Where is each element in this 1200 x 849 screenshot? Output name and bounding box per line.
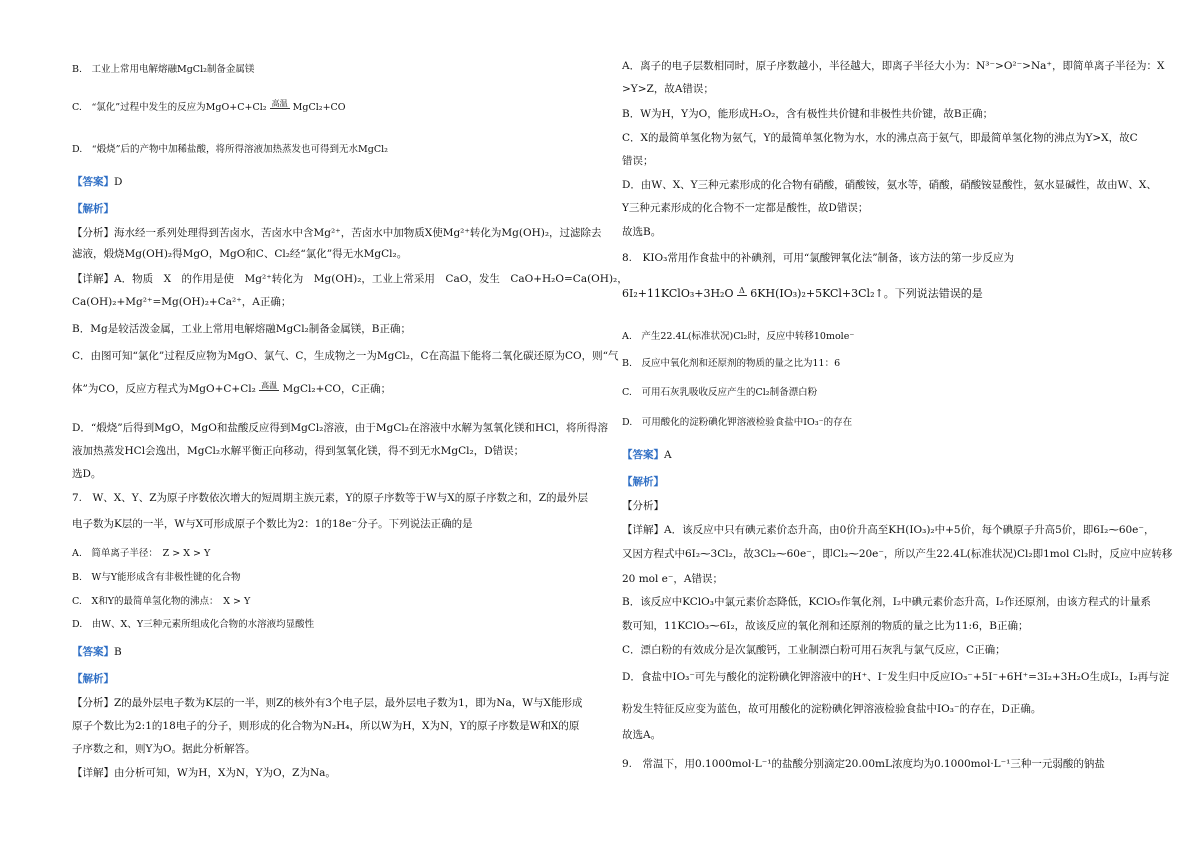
answer-tag: 【答案】 xyxy=(72,176,114,188)
q8-analysis-tag: 【解析】 xyxy=(622,476,664,488)
answer-value: A xyxy=(664,449,672,461)
q8-analysis-line-4: B．该反应中KClO₃中氯元素价态降低，KClO₃作氧化剂，I₂中碘元素价态升高，I₂作还原剂，由该方程式的计量系 xyxy=(622,596,1151,608)
equation-lhs: 体”为CO，反应方程式为MgO+C+Cl₂ xyxy=(72,383,256,395)
q6-analysis-line-7 xyxy=(72,382,612,396)
equation-rhs: MgCl₂+CO，C正确； xyxy=(282,383,392,395)
q6-option-c xyxy=(72,100,612,115)
condition-mark: 高温 xyxy=(261,381,278,390)
q8-analysis-line-8: 粉发生特征反应变为蓝色，故可用酸化的淀粉碘化钾溶液检验食盐中IO₃⁻的存在，D正确。 xyxy=(622,703,1042,715)
q8-analysis-line-5: 数可知，11KClO₃⁓6I₂，故该反应的氧化剂和还原剂的物质的量之比为11:6，B正确； xyxy=(622,620,1029,632)
q7-detail-line-3: B．W为H，Y为O，能形成H₂O₂，含有极性共价键和非极性共价键，故B正确； xyxy=(622,108,994,120)
q7-option-c: C. X和Y的最简单氢化物的沸点： X > Y xyxy=(72,596,251,607)
q7-option-a: A. 简单离子半径： Z > X > Y xyxy=(72,548,211,559)
q7-detail-line-6: D．由W、X、Y三种元素形成的化合物有硝酸，硝酸铵，氨水等，硝酸，硝酸铵显酸性，氨水显碱性，故由W、X、 xyxy=(622,179,1157,191)
answer-value: D xyxy=(114,176,123,188)
equation-lhs: 6I₂+11KClO₃+3H₂O xyxy=(622,287,734,300)
q6-analysis-line-2: 滤液，煅烧Mg(OH)₂得MgO，MgO和C、Cl₂经“氯化”得无水MgCl₂。 xyxy=(72,248,408,260)
q8-analysis-line-7: D．食盐中IO₃⁻可先与酸化的淀粉碘化钾溶液中的H⁺、I⁻发生归中反应IO₃⁻+5I⁻+6H⁺=3I₂+3H₂O生成I₂，I₂再与淀 xyxy=(622,671,1170,683)
answer-value: B xyxy=(114,646,122,658)
q6-analysis-line-5: B．Mg是较活泼金属，工业上常用电解熔融MgCl₂制备金属镁，B正确； xyxy=(72,323,411,335)
q6-answer xyxy=(72,175,612,189)
q8-analysis-line-6: C．漂白粉的有效成分是次氯酸钙，工业制漂白粉可用石灰乳与氯气反应，C正确； xyxy=(622,644,1006,656)
q8-fenxi: 【分析】 xyxy=(622,500,664,512)
condition-mark: 高温 xyxy=(271,99,288,108)
q7-detail-line-4: C．X的最简单氢化物为氨气，Y的最简单氢化物为水，水的沸点高于氨气，即最简单氢化物的沸点为Y>X，故C xyxy=(622,132,1138,144)
q8-option-c: C. 可用石灰乳吸收反应产生的Cl₂制备漂白粉 xyxy=(622,387,818,398)
q6-analysis-line-8: D．“煅烧”后得到MgO，MgO和盐酸反应得到MgCl₂溶液，由于MgCl₂在溶液中水解为氢氧化镁和HCl，将所得溶 xyxy=(72,422,609,434)
q7-analysis-line-1: 【分析】Z的最外层电子数为K层的一半，则Z的核外有3个电子层，最外层电子数为1，即为Na，W与X能形成 xyxy=(72,697,583,709)
q8-option-b: B. 反应中氧化剂和还原剂的物质的量之比为11：6 xyxy=(622,358,841,369)
q6-option-d: D. “煅烧”后的产物中加稀盐酸，将所得溶液加热蒸发也可得到无水MgCl₂ xyxy=(72,144,388,155)
answer-tag: 【答案】 xyxy=(622,449,664,461)
q7-answer xyxy=(72,645,612,659)
q8-analysis-line-1: 【详解】A．该反应中只有碘元素价态升高，由0价升高至KH(IO₃)₂中+5价，每个碘原子升高5价，即6I₂⁓60e⁻， xyxy=(622,524,1155,536)
q8-analysis-line-9: 故选A。 xyxy=(622,729,662,741)
q7-detail-line-5: 错误； xyxy=(622,155,654,167)
q8-answer xyxy=(622,448,1162,462)
q6-analysis-line-1: 【分析】海水经一系列处理得到苦卤水，苦卤水中含Mg²⁺，苦卤水中加物质X使Mg²⁺转化为Mg(OH)₂，过滤除去 xyxy=(72,227,602,239)
q6-option-b: B. 工业上常用电解熔融MgCl₂制备金属镁 xyxy=(72,64,255,75)
q8-analysis-line-3: 20 mol e⁻，A错误； xyxy=(622,573,724,585)
q7-analysis-line-3: 子序数之和，则Y为O。据此分析解答。 xyxy=(72,743,256,755)
q7-detail-line-7: Y三种元素形成的化合物不一定都是酸性，故D错误； xyxy=(622,202,869,214)
q6-analysis-line-3: 【详解】A．物质 X 的作用是使 Mg²⁺转化为 Mg(OH)₂，工业上常采用 CaO，发生 CaO+H₂O=Ca(OH)₂， xyxy=(72,273,628,285)
q6-analysis-tag: 【解析】 xyxy=(72,203,114,215)
q7-detail-line-8: 故选B。 xyxy=(622,226,662,238)
q7-analysis-line-2: 原子个数比为2:1的18电子的分子，则形成的化合物为N₂H₄，所以W为H，X为N，Y的原子序数是W和X的原 xyxy=(72,720,580,732)
answer-tag: 【答案】 xyxy=(72,646,114,658)
q7-analysis-tag: 【解析】 xyxy=(72,673,114,685)
q7-option-d: D. 由W、X、Y三种元素所组成化合物的水溶液均显酸性 xyxy=(72,619,315,630)
q6-analysis-line-4: Ca(OH)₂+Mg²⁺=Mg(OH)₂+Ca²⁺，A正确； xyxy=(72,296,292,308)
equation-rhs: 6KH(IO₃)₂+5KCl+3Cl₂↑。下列说法错误的是 xyxy=(750,287,983,300)
q8-option-a: A. 产生22.4L(标准状况)Cl₂时，反应中转移10mole⁻ xyxy=(622,331,855,342)
q8-option-d: D. 可用酸化的淀粉碘化钾溶液检验食盐中IO₃⁻的存在 xyxy=(622,417,853,428)
q7-detail-line-2: >Y>Z，故A错误； xyxy=(622,83,714,95)
q6-analysis-line-9: 液加热蒸发HCl会逸出，MgCl₂水解平衡正向移动，得到氢氧化镁，得不到无水MgCl₂，D错误； xyxy=(72,445,525,457)
q7-stem-line-2: 电子数为K层的一半，W与X可形成原子个数比为2：1的18e⁻分子。下列说法正确的是 xyxy=(72,518,473,530)
q6-option-c-rhs: MgCl₂+CO xyxy=(292,102,346,113)
q8-analysis-line-2: 又因方程式中6I₂⁓3Cl₂，故3Cl₂⁓60e⁻，即Cl₂⁓20e⁻，所以产生22.4L(标准状况)Cl₂即1mol Cl₂时，反应中应转移 xyxy=(622,548,1173,560)
q6-option-c-lhs: C. “氯化”过程中发生的反应为MgO+C+Cl₂ xyxy=(72,102,267,113)
q8-equation xyxy=(622,287,1162,301)
q9-stem-line-1: 9. 常温下，用0.1000mol·L⁻¹的盐酸分别滴定20.00mL浓度均为0.1000mol·L⁻¹三种一元弱酸的钠盐 xyxy=(622,758,1105,770)
q7-detail-line-1: A．离子的电子层数相同时，原子序数越小，半径越大，即离子半径大小为：N³⁻>O²⁻>Na⁺，即简单离子半径为：X xyxy=(622,60,1165,72)
q8-stem-line-1: 8. KIO₃常用作食盐中的补碘剂，可用“氯酸钾氧化法”制备，该方法的第一步反应为 xyxy=(622,252,1015,264)
q6-analysis-line-6: C．由图可知“氯化”过程反应物为MgO、氯气、C，生成物之一为MgCl₂，C在高温下能将二氧化碳还原为CO，则“气 xyxy=(72,350,619,362)
condition-mark: Δ xyxy=(739,286,745,295)
q7-analysis-line-4: 【详解】由分析可知，W为H，X为N，Y为O，Z为Na。 xyxy=(72,767,336,779)
q7-stem-line-1: 7. W、X、Y、Z为原子序数依次增大的短周期主族元素，Y的原子序数等于W与X的原子序数之和，Z的最外层 xyxy=(72,492,589,504)
q6-analysis-line-10: 选D。 xyxy=(72,468,102,480)
q7-option-b: B. W与Y能形成含有非极性键的化合物 xyxy=(72,572,241,583)
